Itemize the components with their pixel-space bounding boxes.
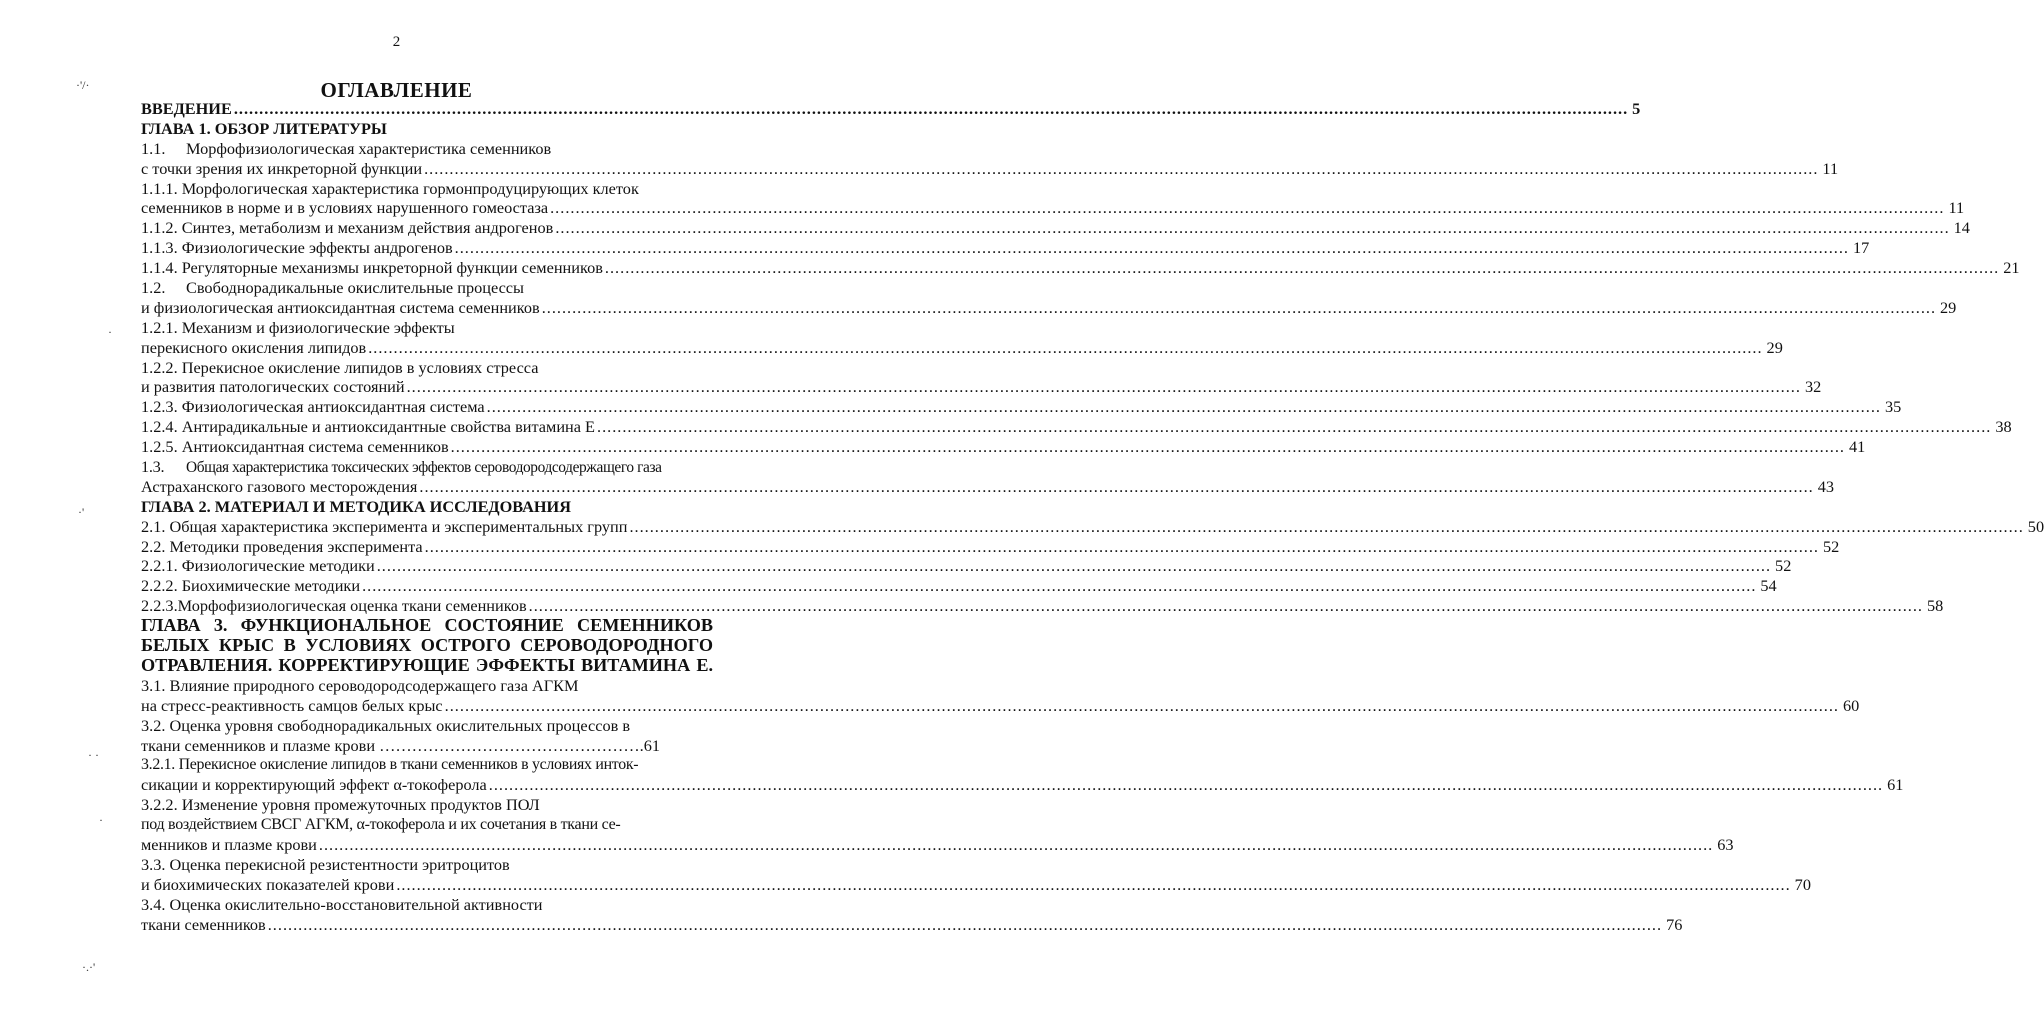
toc-entry-1-1-1-cont[interactable] [141,198,1965,218]
scan-speck: · · [88,748,99,762]
toc-page-number: 52 [1822,536,1840,556]
leader-dots [445,696,1839,716]
toc-entry-1-1[interactable] [141,139,713,159]
leader-dots [419,477,1813,497]
toc-entry-label: 1.1.2. Синтез, метаболизм и механизм действия андрогенов [141,218,554,238]
toc-page-number: 52 [1775,556,1792,576]
leader-dots [234,99,1628,119]
leader-dots [407,377,1801,397]
leader-dots [396,875,1790,895]
toc-entry-1-2-4[interactable] [141,417,2012,437]
toc-entry-label: 2.2.3.Морфофизиологическая оценка ткани семенников [141,596,527,616]
toc-entry-label: Астраханского газового месторождения [141,476,418,496]
toc-entry-label: с точки зрения их инкреторной функции [141,158,423,178]
toc-entry-1-2-1[interactable]: 1.2.1. Механизм и физиологические эффекты [141,317,455,337]
leader-dots: …………………………………………. [375,735,644,755]
toc-entry-3-2-2[interactable]: 3.2.2. Изменение уровня промежуточных продуктов ПОЛ [141,795,540,815]
toc-page-number: 58 [1927,596,1944,616]
toc-entry-1-2-1-cont[interactable] [141,337,1783,358]
page-title: ОГЛАВЛЕНИЕ [320,78,473,102]
leader-dots [542,298,1936,318]
toc-entry-3-2-1[interactable]: 3.2.1. Перекисное окисление липидов в ткани семенников в условиях инток- [141,756,639,774]
leader-dots [451,437,1845,457]
leader-dots [487,397,1881,417]
toc-entry-intro[interactable] [141,99,1641,119]
leader-dots [425,537,1819,557]
leader-dots [529,596,1923,616]
toc-entry-label: 1.2.3. Физиологическая антиоксидантная система [141,397,485,417]
chapter-3-heading-line-2[interactable]: БЕЛЫХ КРЫС В УСЛОВИЯХ ОСТРОГО СЕРОВОДОРОДНОГО [141,635,713,656]
chapter-2-heading[interactable]: ГЛАВА 2. МАТЕРИАЛ И МЕТОДИКА ИССЛЕДОВАНИЯ [141,496,571,516]
toc-entry-label: сикации и корректирующий эффект α-токоферола [141,775,487,795]
toc-entry-1-1-4[interactable] [141,258,2020,278]
toc-entry-3-2-2-cont-2[interactable] [141,834,1734,855]
toc-entry-label: 2.2.1. Физиологические методики [141,556,375,576]
toc-entry-1-1-3[interactable] [141,238,1870,258]
toc-page-number: 41 [1849,437,1866,457]
leader-dots [629,517,2023,537]
section-number: 1.2. [141,278,166,298]
toc-entry-label: 2.2. Методики проведения эксперимента [141,536,423,556]
toc-entry-label: менников и плазме крови [141,834,317,854]
toc-entry-3-4-cont[interactable] [141,914,1683,935]
toc-entry-1-1-1[interactable]: 1.1.1. Морфологическая характеристика гормонпродуцирующих клеток [141,178,639,198]
toc-page-number: 32 [1804,377,1822,397]
toc-entry-1-3[interactable] [141,457,713,477]
toc-page-number: 76 [1666,914,1683,934]
toc-entry-label: и биохимических показателей крови [141,874,395,894]
toc-page-number: 21 [2003,258,2020,278]
toc-entry-1-2-2-cont[interactable] [141,377,1822,397]
chapter-3-heading-line-1[interactable]: ГЛАВА 3. ФУНКЦИОНАЛЬНОЕ СОСТОЯНИЕ СЕМЕННИКОВ [141,615,713,636]
leader-dots [550,198,1944,218]
scan-speck: · [108,325,112,339]
toc-entry-label: ВВЕДЕНИЕ [141,99,232,118]
toc-entry-3-4[interactable]: 3.4. Оценка окислительно-восстановительной активности [141,894,543,914]
toc-page-number: 29 [1766,337,1783,357]
toc-entry-1-2-3[interactable] [141,397,1902,417]
leader-dots [455,238,1849,258]
toc-entry-3-2-1-cont[interactable] [141,775,1904,795]
toc-entry-2-2[interactable] [141,536,1840,557]
leader-dots [368,338,1762,358]
table-of-contents [141,99,2044,934]
toc-entry-label: на стресс-реактивность самцов белых крыс [141,695,443,715]
toc-entry-1-1-cont[interactable] [141,158,1839,179]
toc-page-number: 35 [1884,397,1902,417]
toc-entry-3-2-cont[interactable] [141,736,713,756]
section-number: 1.3. [141,457,165,477]
leader-dots [555,218,1949,238]
toc-entry-label: семенников в норме и в условиях нарушенного гомеостаза [141,198,549,218]
chapter-3-heading-line-3[interactable]: ОТРАВЛЕНИЯ. КОРРЕКТИРУЮЩИЕ ЭФФЕКТЫ ВИТАМИНА Е. [141,654,713,675]
toc-entry-3-1[interactable]: 3.1. Влияние природного сероводородсодержащего газа АГКМ [141,675,579,695]
toc-page-number: 61 [1887,775,1904,795]
toc-entry-3-3[interactable]: 3.3. Оценка перекисной резистентности эритроцитов [141,854,510,874]
chapter-1-heading[interactable]: ГЛАВА 1. ОБЗОР ЛИТЕРАТУРЫ [141,118,387,138]
toc-entry-label: ткани семенников [141,914,266,934]
toc-entry-1-1-2[interactable] [141,218,1970,238]
toc-entry-label: 1.2.5. Антиоксидантная система семенников [141,437,449,457]
toc-entry-1-3-cont[interactable] [141,476,1835,497]
toc-page-number: 11 [1948,198,1965,218]
toc-page-number: 11 [1822,158,1839,178]
scan-speck: ·' [78,505,85,519]
leader-dots [605,258,1999,278]
toc-entry-label: ткани семенников и плазме крови [141,735,376,755]
toc-entry-label: 2.1. Общая характеристика эксперимента и экспериментальных групп [141,516,628,536]
toc-entry-2-2-2[interactable] [141,576,1777,596]
toc-page-number: 5 [1632,99,1641,118]
toc-page-number: 61 [643,735,660,755]
toc-entry-label: Свободнорадикальные окислительные процессы [186,278,524,298]
toc-entry-2-2-3[interactable] [141,596,1944,616]
leader-dots [268,915,1662,935]
toc-entry-label: 1.1.3. Физиологические эффекты андрогенов [141,238,453,258]
toc-page-number: 54 [1760,576,1777,596]
toc-page-number: 17 [1853,238,1870,258]
toc-entry-3-1-cont[interactable] [141,695,1860,716]
toc-page-number: 43 [1817,476,1835,496]
leader-dots [362,576,1756,596]
toc-entry-label: и физиологическая антиоксидантная система семенников [141,297,540,317]
toc-page-number: 14 [1953,218,1970,238]
scan-speck: · [99,813,103,827]
toc-entry-label: 1.2.4. Антирадикальные и антиоксидантные свойства витамина Е [141,417,595,437]
toc-entry-2-2-1[interactable] [141,556,1792,576]
toc-entry-1-2[interactable] [141,278,713,298]
toc-page-number: 29 [1940,297,1957,317]
leader-dots [319,835,1713,855]
toc-entry-1-2-2[interactable]: 1.2.2. Перекисное окисление липидов в условиях стресса [141,357,539,377]
toc-entry-label: и развития патологических состояний [141,377,405,397]
section-number: 1.1. [141,138,166,158]
toc-entry-label: 1.1.4. Регуляторные механизмы инкреторной функции семенников [141,258,603,278]
scan-speck: ·'/· [76,78,90,92]
toc-entry-label: перекисного окисления липидов [141,337,367,357]
toc-entry-2-1[interactable] [141,516,2044,537]
toc-entry-label: Общая характеристика токсических эффектов сероводородсодержащего газа [186,459,662,477]
toc-page-number: 38 [1995,417,2012,437]
leader-dots [597,417,1991,437]
leader-dots [377,556,1771,576]
toc-entry-3-2-2-cont[interactable]: под воздействием СВСГ АГКМ, α-токоферола и их сочетания в ткани се- [141,816,621,834]
toc-entry-3-3-cont[interactable] [141,874,1811,895]
toc-page-number: 70 [1794,874,1811,894]
toc-entry-1-2-cont[interactable] [141,297,1957,318]
leader-dots [424,159,1818,179]
toc-entry-1-2-5[interactable] [141,437,1866,457]
toc-entry-label: Морфофизиологическая характеристика семенников [186,138,552,158]
scan-speck: ·.·' [82,960,96,974]
toc-entry-label: 2.2.2. Биохимические методики [141,576,361,596]
toc-entry-3-2[interactable]: 3.2. Оценка уровня свободнорадикальных окислительных процессов в [141,715,631,735]
toc-page-number: 60 [1843,695,1860,715]
page-number: 2 [392,34,401,50]
toc-page-number: 63 [1717,834,1734,854]
toc-page-number: 50 [2027,516,2044,536]
leader-dots [489,775,1883,795]
